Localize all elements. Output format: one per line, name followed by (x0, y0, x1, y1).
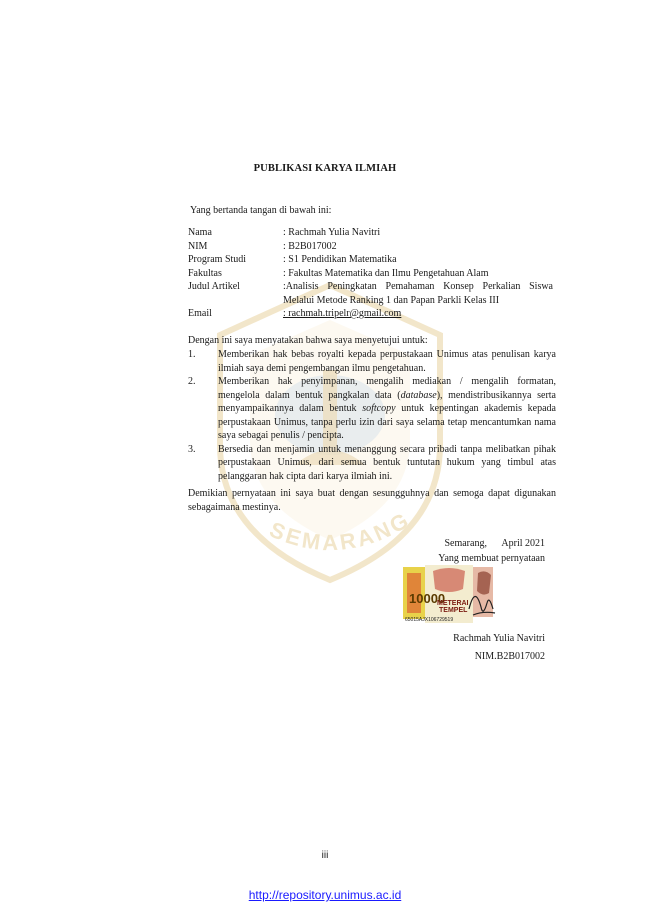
list-text: Memberikan hak bebas royalti kepada perpustakaan Unimus atas penulisan karya ilmiah saya demi pengembangan ilmu pengetahuan. (218, 349, 556, 374)
statement-text: Dengan ini saya menyatakan bahwa saya menyetujui untuk: (188, 335, 428, 346)
signer-nim: NIM.B2B017002 (474, 651, 545, 662)
list-item (188, 348, 556, 375)
field-label: Email (188, 308, 212, 319)
field-label: Nama (188, 227, 212, 238)
stamp-serial: 65015AJX106729519 (405, 617, 454, 623)
maker-label: Yang membuat pernyataan (438, 552, 545, 564)
identity-fields (188, 226, 553, 321)
emphasis-term: softcopy (362, 403, 396, 414)
signature-block (400, 537, 545, 565)
field-value: : B2B017002 (283, 240, 337, 252)
field-row-nim (188, 240, 553, 254)
stamp-label-2: TEMPEL (439, 607, 468, 614)
field-value: :Analisis Peningkatan Pemahaman Konsep Perkalian Siswa Melalui Metode Ranking 1 dan Papan Parkli Kelas III (283, 281, 553, 306)
field-value: : S1 Pendidikan Matematika (283, 254, 397, 265)
field-row-title (188, 280, 553, 307)
list-item (188, 375, 556, 443)
field-label: Judul Artikel (188, 281, 240, 292)
list-number: 1. (188, 349, 196, 360)
field-label: NIM (188, 240, 208, 252)
stamp-label-1: METERAI (437, 600, 469, 607)
field-row-email (188, 307, 553, 321)
intro-text: Yang bertanda tangan di bawah ini: (190, 205, 332, 216)
field-label: Fakultas (188, 267, 222, 279)
list-number: 2. (188, 376, 196, 387)
emphasis-term: database (400, 389, 437, 401)
place-date: Semarang, April 2021 (444, 538, 545, 549)
stamp-amount: 10000 (409, 591, 446, 606)
repository-link[interactable]: http://repository.unimus.ac.id (248, 888, 402, 902)
closing-text: Demikian pernyataan ini saya buat dengan sesungguhnya dan semoga dapat digunakan sebagaimana mestinya. (188, 488, 556, 513)
field-value: : Rachmah Yulia Navitri (283, 227, 381, 238)
list-item (188, 443, 556, 484)
field-row-name (188, 226, 553, 240)
field-value: : Fakultas Matematika dan Ilmu Pengetahuan Alam (283, 267, 489, 279)
list-text: Memberikan hak penyimpanan, mengalih mediakan / mengalih formatan, mengelola dalam bentuk pangkalan data (database), mendistribusikannya serta menyampaikannya dalam bentuk softcopy untuk kepentingan akademis kepada perpustakaan Unimus, tanpa perlu izin dari saya selama tetap mencantumkan nama saya sebagai penulis / pencipta. (218, 376, 556, 441)
agreement-list (188, 348, 556, 483)
watermark-text: SEMARANG (265, 506, 416, 556)
field-label: Program Studi (188, 254, 247, 265)
signer-name: Rachmah Yulia Navitri (453, 633, 545, 644)
field-row-faculty (188, 267, 553, 281)
list-text: Bersedia dan menjamin untuk menanggung secara pribadi tanpa melibatkan pihak perpustakaan Unimus, dari semua bentuk tuntutan hukum yang timbul atas pelanggaran hak cipta dari karya ilmiah ini. (218, 443, 556, 482)
page-number: iii (321, 850, 329, 861)
document-title: PUBLIKASI KARYA ILMIAH (253, 163, 397, 174)
list-number: 3. (188, 443, 196, 455)
field-value: : rachmah.tripelr@gmail.com (283, 308, 402, 319)
revenue-stamp (403, 565, 496, 623)
field-row-program (188, 253, 553, 267)
